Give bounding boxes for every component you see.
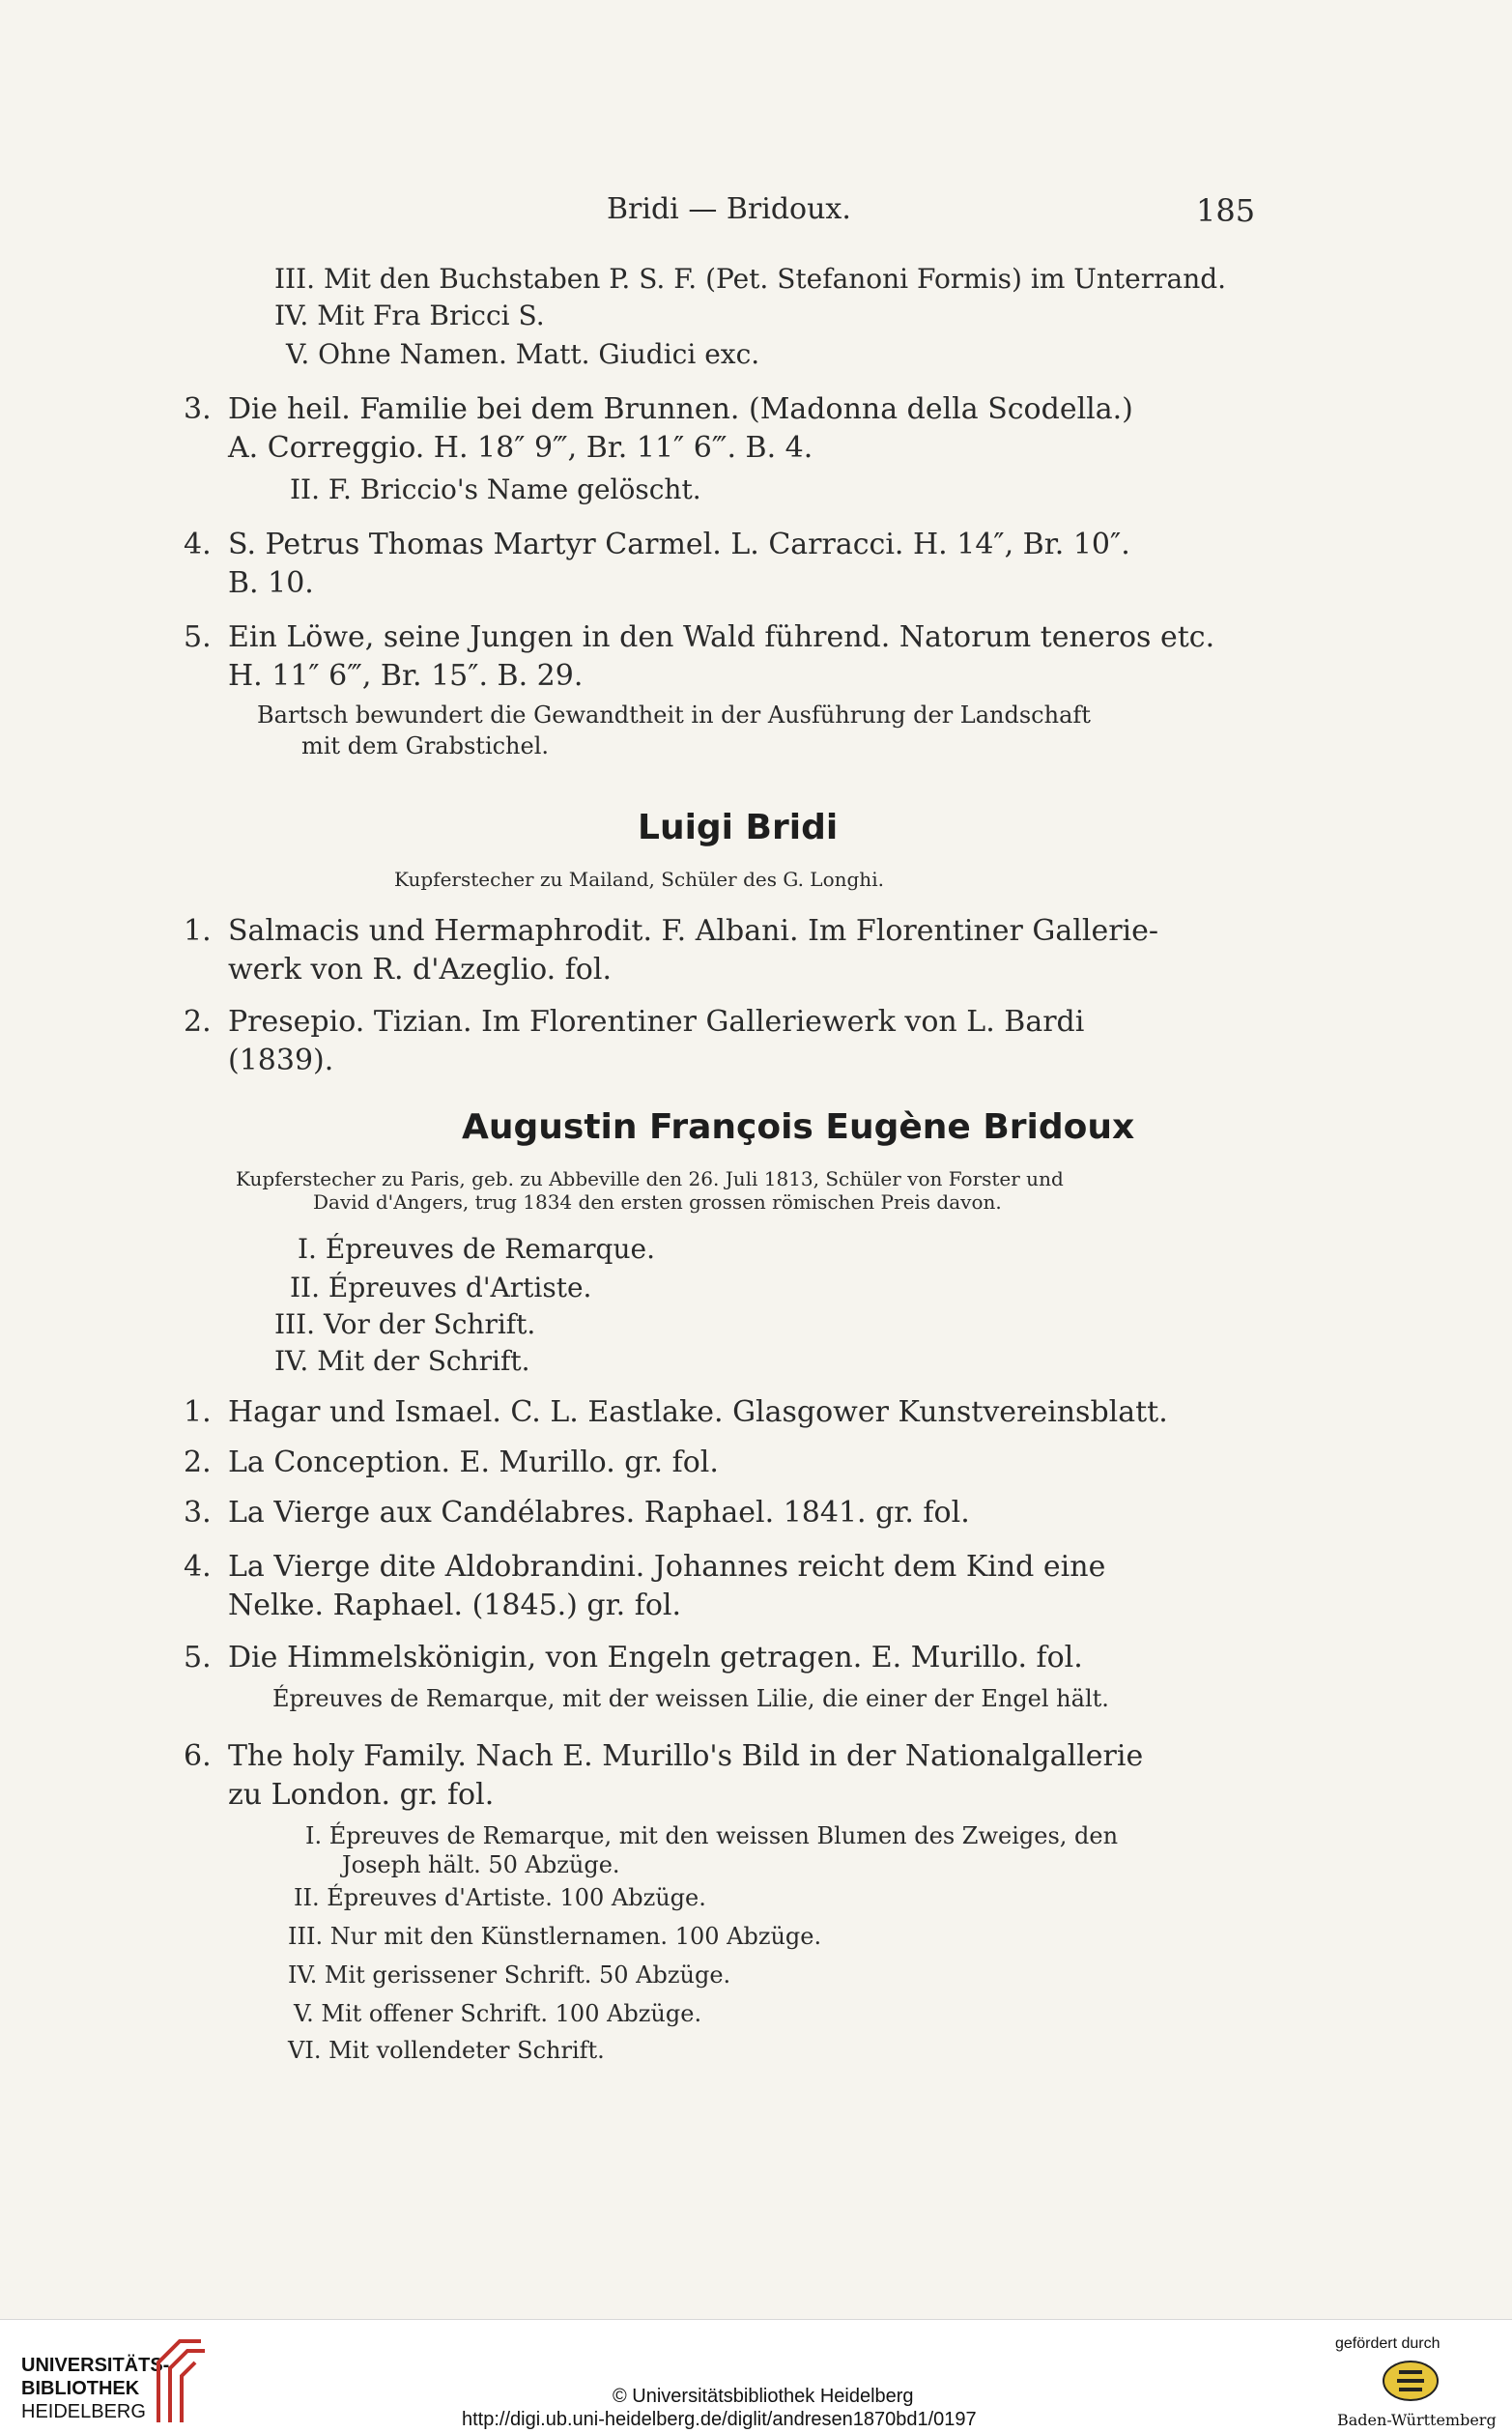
university-logo-icon — [151, 2333, 209, 2426]
text-line: S. Petrus Thomas Martyr Carmel. L. Carracci. H. 14″, Br. 10″. — [228, 528, 1130, 561]
text-line: IV. Mit der Schrift. — [274, 1345, 530, 1377]
text-line: IV. Mit gerissener Schrift. 50 Abzüge. — [288, 1961, 731, 1989]
text-line: Presepio. Tizian. Im Florentiner Galleriewerk von L. Bardi — [228, 1005, 1085, 1039]
text-line: I. Épreuves de Remarque. — [298, 1233, 655, 1265]
text-line: II. Épreuves d'Artiste. 100 Abzüge. — [294, 1884, 706, 1911]
section-subtitle: David d'Angers, trug 1834 den ersten grossen römischen Preis davon. — [313, 1190, 1002, 1214]
library-name-line3: HEIDELBERG — [21, 2401, 146, 2422]
text-line: La Vierge dite Aldobrandini. Johannes reicht dem Kind eine — [228, 1550, 1106, 1584]
entry-number: 1. — [184, 914, 212, 948]
text-line: VI. Mit vollendeter Schrift. — [288, 2037, 605, 2064]
text-line: La Vierge aux Candélabres. Raphael. 1841. gr. fol. — [228, 1496, 970, 1530]
running-header: Bridi — Bridoux. — [607, 192, 851, 226]
entry-number: 2. — [184, 1005, 212, 1039]
library-name-line2: BIBLIOTHEK — [21, 2378, 140, 2399]
section-heading: Luigi Bridi — [638, 808, 839, 847]
entry-number: 5. — [184, 1641, 212, 1674]
text-line: The holy Family. Nach E. Murillo's Bild in der Nationalgallerie — [228, 1739, 1144, 1773]
section-heading: Augustin François Eugène Bridoux — [462, 1107, 1135, 1147]
entry-number: 5. — [184, 620, 212, 654]
text-line: I. Épreuves de Remarque, mit den weissen Blumen des Zweiges, den — [305, 1822, 1119, 1849]
text-line: H. 11″ 6‴, Br. 15″. B. 29. — [228, 659, 584, 693]
text-line: B. 10. — [228, 566, 314, 600]
entry-number: 3. — [184, 392, 212, 426]
text-line: III. Mit den Buchstaben P. S. F. (Pet. Stefanoni Formis) im Unterrand. — [274, 263, 1227, 295]
funding-label: gefördert durch — [1335, 2335, 1441, 2352]
entry-number: 3. — [184, 1496, 212, 1530]
section-subtitle: Kupferstecher zu Paris, geb. zu Abbeville den 26. Juli 1813, Schüler von Forster und — [236, 1167, 1064, 1190]
entry-number: 1. — [184, 1395, 212, 1429]
text-line: (1839). — [228, 1044, 334, 1077]
entry-number: 4. — [184, 1550, 212, 1584]
state-label: Baden-Württemberg — [1337, 2411, 1497, 2429]
coat-of-arms-icon — [1380, 2359, 1441, 2403]
copyright-line: © Universitätsbibliothek Heidelberg — [613, 2386, 914, 2407]
library-name-line1: UNIVERSITÄTS- — [21, 2355, 170, 2376]
text-line: V. Ohne Namen. Matt. Giudici exc. — [286, 338, 760, 370]
section-subtitle: Kupferstecher zu Mailand, Schüler des G. Longhi. — [394, 868, 884, 891]
text-line: Épreuves de Remarque, mit der weissen Lilie, die einer der Engel hält. — [272, 1685, 1109, 1712]
text-line: V. Mit offener Schrift. 100 Abzüge. — [294, 2000, 702, 2027]
page-number: 185 — [1196, 192, 1256, 229]
entry-number: 6. — [184, 1739, 212, 1773]
text-line: Hagar und Ismael. C. L. Eastlake. Glasgower Kunstvereinsblatt. — [228, 1395, 1168, 1429]
text-line: Nelke. Raphael. (1845.) gr. fol. — [228, 1589, 682, 1622]
text-line: zu London. gr. fol. — [228, 1778, 495, 1812]
text-line: Ein Löwe, seine Jungen in den Wald führend. Natorum teneros etc. — [228, 620, 1215, 654]
text-line: A. Correggio. H. 18″ 9‴, Br. 11″ 6‴. B. 4. — [228, 431, 813, 465]
text-line: II. Épreuves d'Artiste. — [290, 1272, 592, 1303]
entry-number: 4. — [184, 528, 212, 561]
text-line: III. Vor der Schrift. — [274, 1308, 536, 1340]
text-line: Die Himmelskönigin, von Engeln getragen. E. Murillo. fol. — [228, 1641, 1083, 1674]
text-line: Bartsch bewundert die Gewandtheit in der Ausführung der Landschaft — [257, 701, 1091, 729]
text-line: Joseph hält. 50 Abzüge. — [342, 1851, 620, 1878]
text-line: III. Nur mit den Künstlernamen. 100 Abzüge. — [288, 1923, 822, 1950]
text-line: IV. Mit Fra Bricci S. — [274, 300, 545, 331]
text-line: La Conception. E. Murillo. gr. fol. — [228, 1445, 719, 1479]
text-line: werk von R. d'Azeglio. fol. — [228, 953, 612, 987]
text-line: Salmacis und Hermaphrodit. F. Albani. Im Florentiner Gallerie- — [228, 914, 1159, 948]
footer-bar — [0, 2319, 1512, 2433]
permalink-url[interactable]: http://digi.ub.uni-heidelberg.de/diglit/andresen1870bd1/0197 — [462, 2409, 977, 2430]
text-line: II. F. Briccio's Name gelöscht. — [290, 473, 701, 505]
text-line: mit dem Grabstichel. — [301, 732, 550, 759]
text-line: Die heil. Familie bei dem Brunnen. (Madonna della Scodella.) — [228, 392, 1133, 426]
entry-number: 2. — [184, 1445, 212, 1479]
